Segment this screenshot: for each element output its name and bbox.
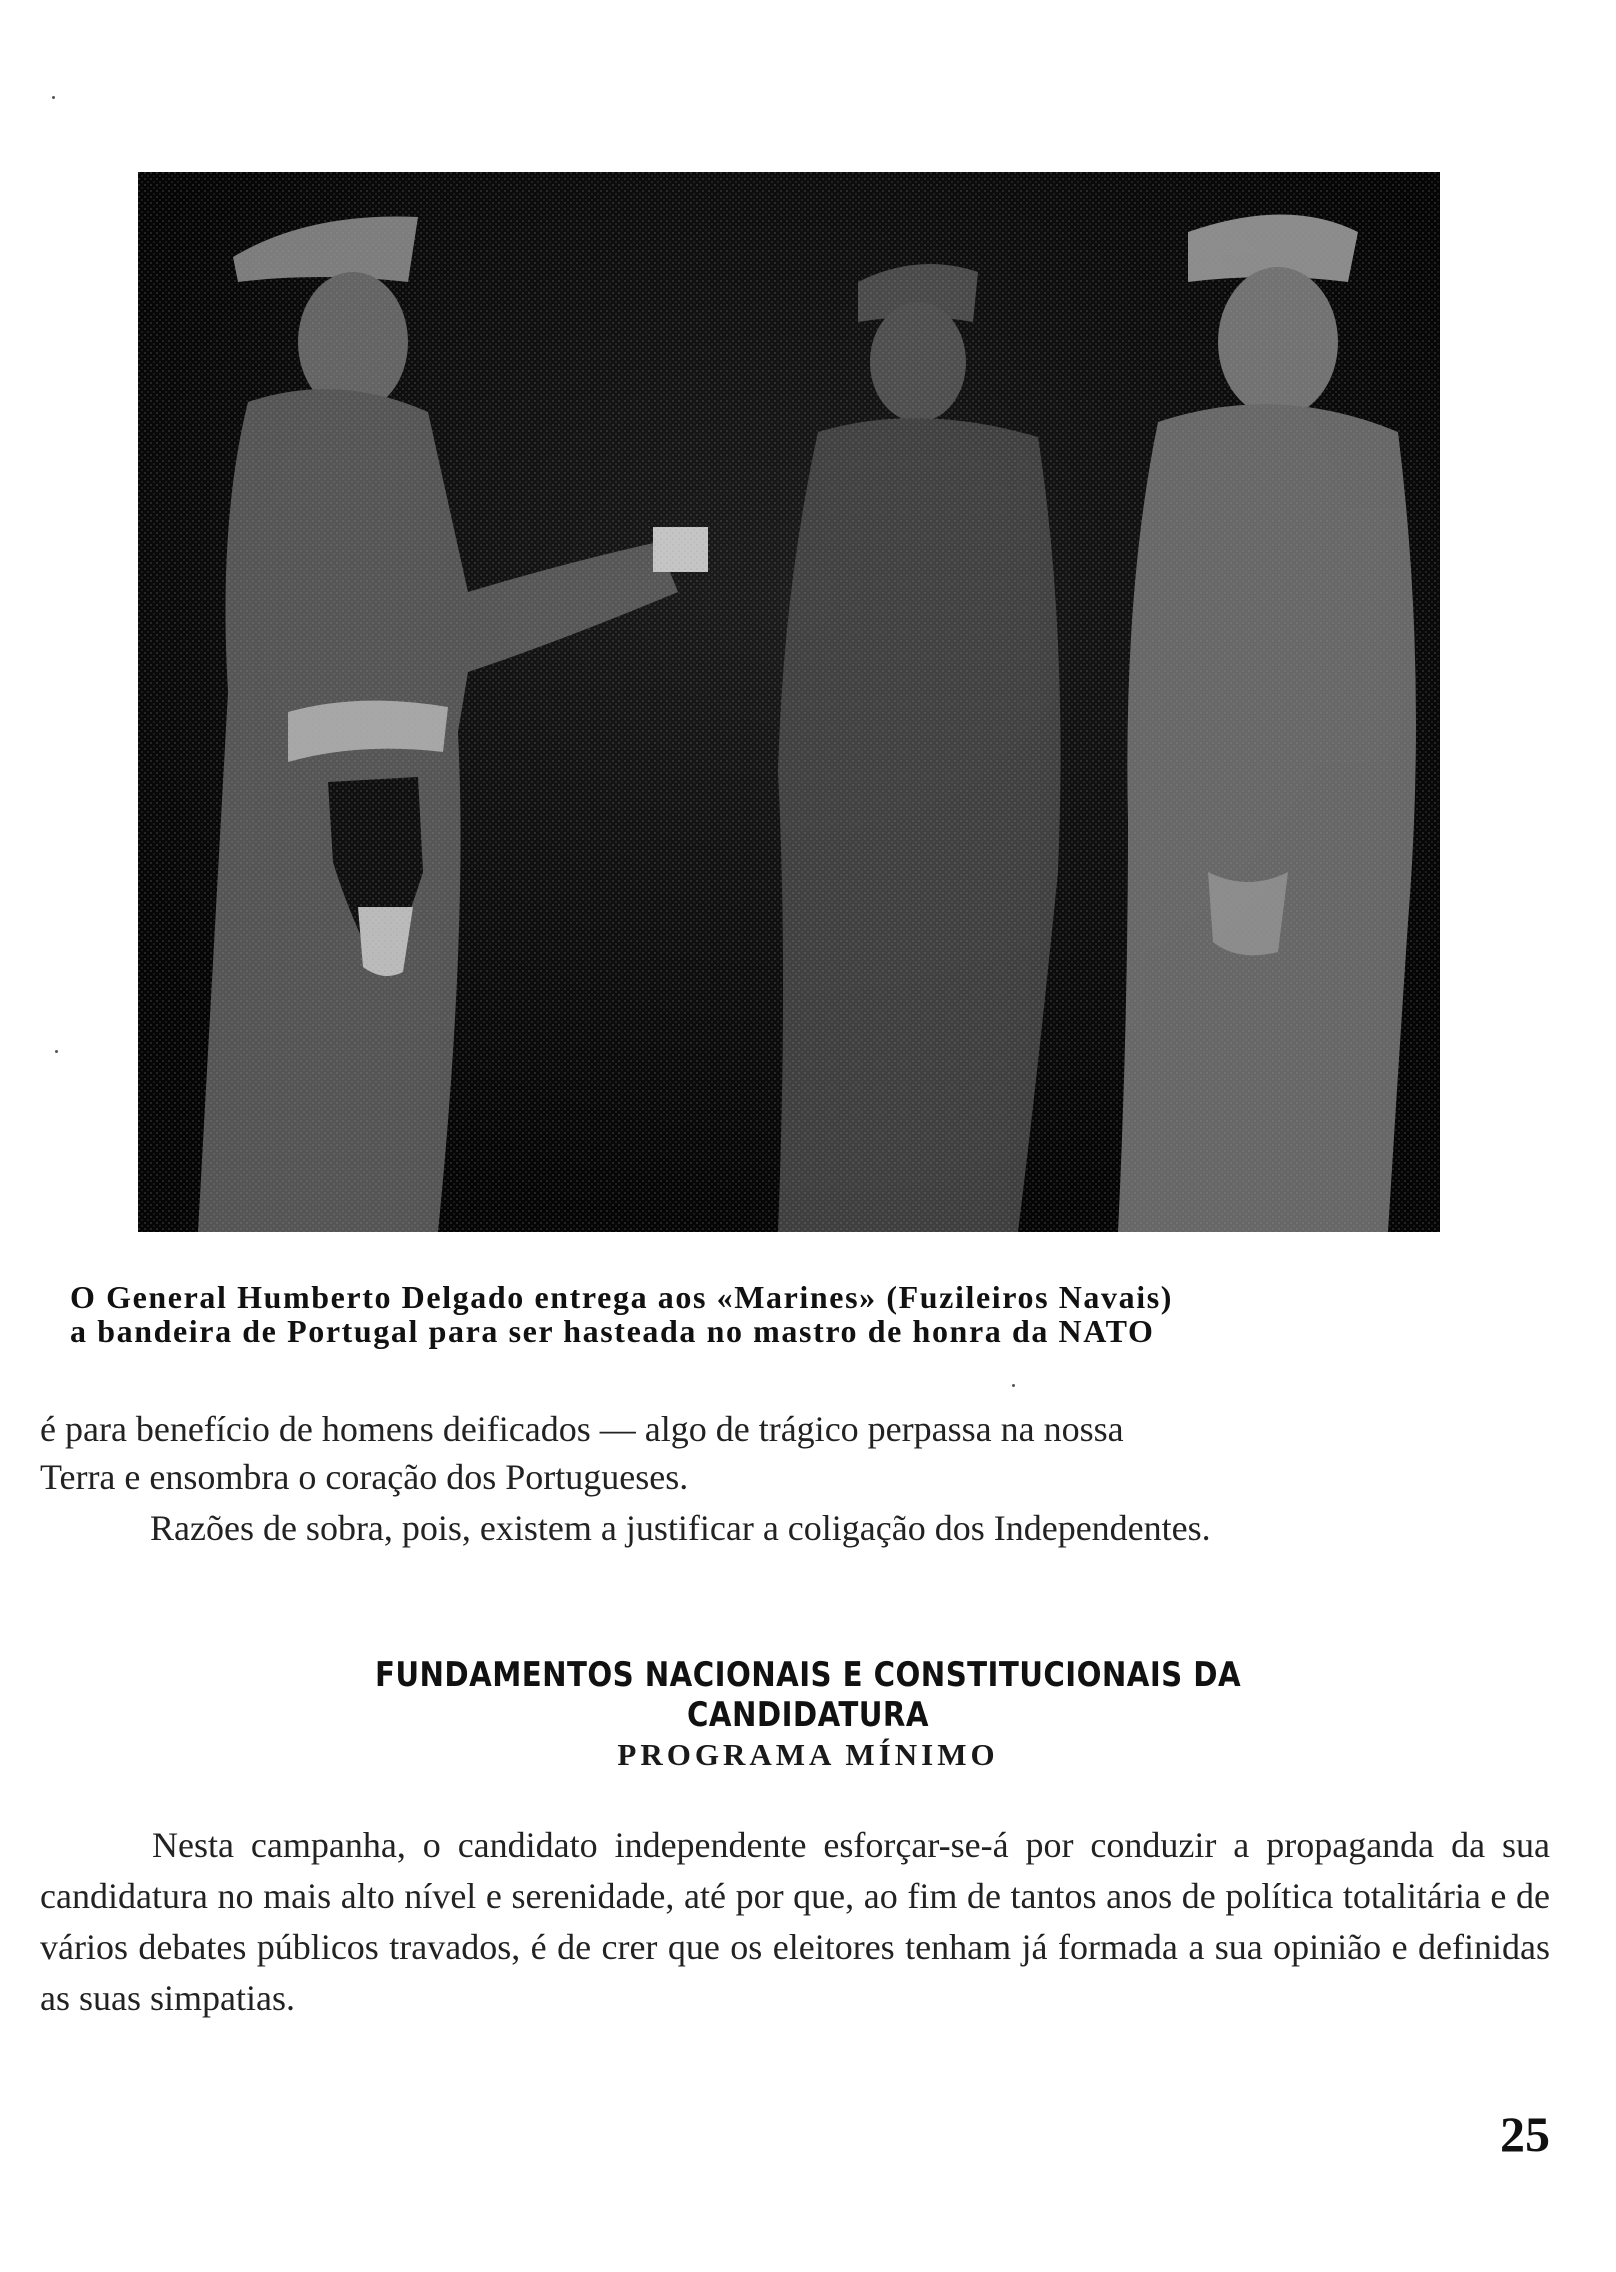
scan-speck <box>1012 1384 1015 1387</box>
paragraph-3 <box>40 1820 1550 2024</box>
caption-line-2: a bandeira de Portugal para ser hasteada no mastro de honra da NATO <box>70 1313 1155 1349</box>
section-subheading: PROGRAMA MÍNIMO <box>617 1737 999 1772</box>
photo-caption <box>70 1280 1550 1348</box>
scan-speck <box>55 1050 58 1053</box>
photograph-officers-icon <box>138 172 1440 1232</box>
paragraph-2 <box>40 1504 1550 1552</box>
paragraph-3-text: Nesta campanha, o candidato independente esforçar-se-á por conduzir a propaganda da sua candidatura no mais alto nível e serenidade, até por que, ao fim de tantos anos de política totalitária e de vários debates públicos travados, é de crer que os eleitores tenham já formada a sua opinião e definidas as suas simpatias. <box>40 1825 1550 2018</box>
paragraph-1-line-2: Terra e ensombra o coração dos Portugueses. <box>40 1457 689 1497</box>
page-number: 25 <box>1500 2106 1550 2162</box>
caption-line-1: O General Humberto Delgado entrega aos «Marines» (Fuzileiros Navais) <box>70 1279 1174 1315</box>
section-heading: FUNDAMENTOS NACIONAIS E CONSTITUCIONAIS DA CANDIDATURA <box>374 1655 1242 1735</box>
photograph <box>138 172 1440 1232</box>
paragraph-1 <box>40 1405 1550 1501</box>
paragraph-2-text: Razões de sobra, pois, existem a justificar a coligação dos Independentes. <box>150 1508 1211 1548</box>
scan-speck <box>52 96 55 99</box>
paragraph-1-line-1: é para benefício de homens deificados — algo de trágico perpassa na nossa <box>40 1409 1124 1449</box>
